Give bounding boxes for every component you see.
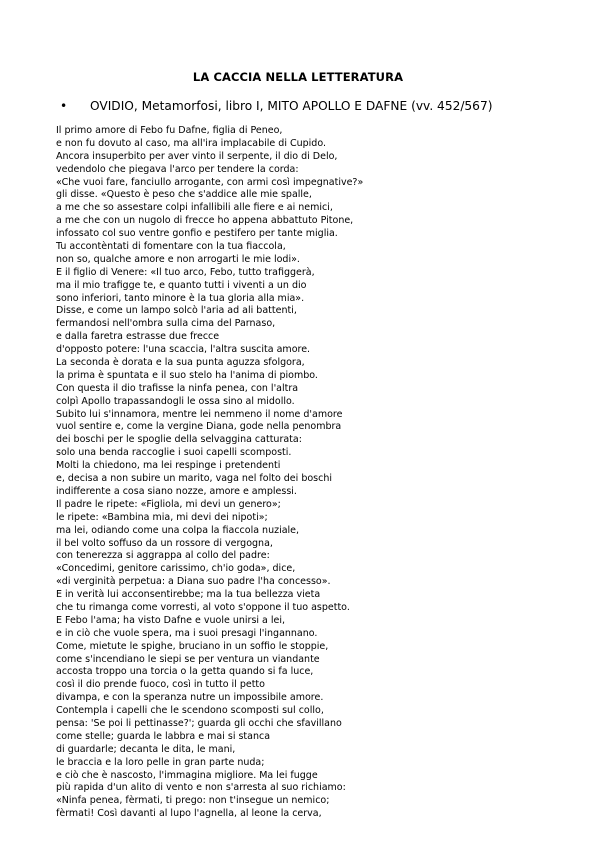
poem-line: la prima è spuntata e il suo stelo ha l'anima di piombo. [56,369,318,381]
poem-line: accosta troppo una torcia o la getta quando si fa luce, [56,666,314,678]
document-title: LA CACCIA NELLA LETTERATURA [192,70,404,84]
poem-line: Con questa il dio trafisse la ninfa penea, con l'altra [56,382,299,394]
poem-line: fermandosi nell'ombra sulla cima del Parnaso, [56,318,276,330]
poem-line: divampa, e con la speranza nutre un impossibile amore. [56,692,324,704]
poem-line: E in verità lui acconsentirebbe; ma la tua bellezza vieta [56,589,321,601]
poem-line: Il padre le ripete: «Figliola, mi devi un genero»; [56,498,281,510]
poem-line: vedendolo che piegava l'arco per tendere la corda: [56,163,299,175]
poem-line: con tenerezza si aggrappa al collo del padre: [56,550,270,562]
poem-line: dei boschi per le spoglie della selvaggina catturata: [56,434,302,446]
poem-line: fèrmati! Così davanti al lupo l'agnella, al leone la cerva, [56,808,322,820]
poem-line: e in ciò che vuole spera, ma i suoi presagi l'ingannano. [56,627,318,639]
poem-line: «Ninfa penea, fèrmati, ti prego: non t'insegue un nemico; [56,795,330,807]
poem-line: La seconda è dorata e la sua punta aguzza sfolgora, [56,357,305,369]
bullet-icon: • [60,99,68,113]
poem-line: Subito lui s'innamora, mentre lei nemmeno il nome d'amore [56,408,343,420]
poem-line: «Che vuoi fare, fanciullo arrogante, con armi così impegnative?» [56,176,364,188]
poem-line: E Febo l'ama; ha visto Dafne e vuole unirsi a lei, [56,614,286,626]
poem-line: più rapida d'un alito di vento e non s'arresta al suo richiamo: [56,782,346,794]
poem-line: e, decisa a non subire un marito, vaga nel folto dei boschi [56,473,332,485]
poem-line: e ciò che è nascosto, l'immagina migliore. Ma lei fugge [56,769,318,781]
poem-text [56,125,363,821]
poem-line: a me che so assestare colpi infallibili alle fiere e ai nemici, [56,202,333,214]
poem-line: d'opposto potere: l'una scaccia, l'altra suscita amore. [56,344,311,356]
poem-line: gli disse. «Questo è peso che s'addice alle mie spalle, [56,189,312,201]
poem-line: che tu rimanga come vorresti, al voto s'oppone il tuo aspetto. [56,601,350,613]
poem-line: solo una benda raccoglie i suoi capelli scomposti. [56,447,292,459]
poem-line: e non fu dovuto al caso, ma all'ira implacabile di Cupido. [56,137,326,149]
poem-line: Contempla i capelli che le scendono scomposti sul collo, [56,705,324,717]
section-heading: OVIDIO, Metamorfosi, libro I, MITO APOLLO E DAFNE (vv. 452/567) [90,99,493,113]
poem-line: le ripete: «Bambina mia, mi devi dei nipoti»; [56,511,268,523]
poem-line: colpì Apollo trapassandogli le ossa sino al midollo. [56,395,295,407]
poem-line: Ancora insuperbito per aver vinto il serpente, il dio di Delo, [56,150,338,162]
poem-line: pensa: 'Se poi li pettinasse?'; guarda gli occhi che sfavillano [56,717,342,729]
poem-line: e dalla faretra estrasse due frecce [56,331,220,343]
poem-line: «Concedimi, genitore carissimo, ch'io goda», dice, [56,563,296,575]
poem-line: di guardarle; decanta le dita, le mani, [56,743,236,755]
poem-line: come stelle; guarda le labbra e mai si stanca [56,730,271,742]
poem-line: Molti la chiedono, ma lei respinge i pretendenti [56,460,281,472]
poem-line: infossato col suo ventre gonfio e pestifero per tante miglia. [56,228,338,240]
poem-line: a me che con un nugolo di frecce ho appena abbattuto Pitone, [56,215,354,227]
poem-line: ma il mio trafigge te, e quanto tutti i viventi a un dio [56,279,307,291]
poem-line: come s'incendiano le siepi se per ventura un viandante [56,653,320,665]
poem-line: Il primo amore di Febo fu Dafne, figlia di Peneo, [56,125,283,136]
poem-line: «di verginità perpetua: a Diana suo padre l'ha concesso». [56,576,331,588]
poem-line: sono inferiori, tanto minore è la tua gloria alla mia». [56,292,305,304]
poem-line: non so, qualche amore e non arrogarti le mie lodi». [56,253,300,265]
poem-line: E il figlio di Venere: «Il tuo arco, Febo, tutto trafiggerà, [56,266,315,278]
poem-line: indifferente a cosa siano nozze, amore e amplessi. [56,485,297,497]
poem-line: Disse, e come un lampo solcò l'aria ad ali battenti, [56,305,297,317]
poem-line: il bel volto soffuso da un rossore di vergogna, [56,537,273,549]
poem-line: vuol sentire e, come la vergine Diana, gode nella penombra [56,421,342,433]
poem-line: le braccia e la loro pelle in gran parte nuda; [56,756,265,768]
poem-line: Come, mietute le spighe, bruciano in un soffio le stoppie, [56,640,329,652]
poem-line: così il dio prende fuoco, così in tutto il petto [56,679,265,691]
poem-line: ma lei, odiando come una colpa la fiaccola nuziale, [56,524,300,536]
poem-line: Tu accontèntati di fomentare con la tua fiaccola, [56,241,286,253]
